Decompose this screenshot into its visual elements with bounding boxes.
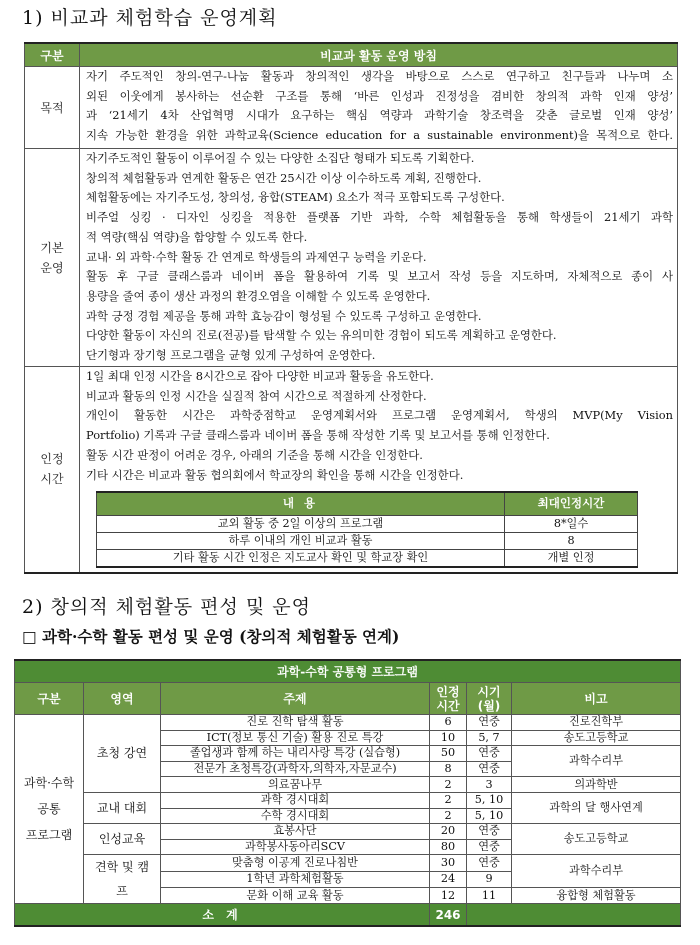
category-cell: 과학·수학 공통 프로그램 — [15, 715, 84, 904]
header-note: 비고 — [512, 683, 681, 715]
row-label-basic-operation: 기본 운영 — [25, 149, 80, 367]
period-cell: 3 — [467, 777, 512, 793]
inner-cell: 교외 활동 중 2일 이상의 프로그램 — [97, 515, 505, 532]
area-cell: 교내 대회 — [84, 792, 161, 823]
program-table-title: 과학-수학 공통형 프로그램 — [15, 660, 681, 683]
area-cell: 인성교육 — [84, 824, 161, 855]
note-cell: 송도고등학교 — [512, 730, 681, 746]
text-line: 창의적 체험활동과 연계한 활동은 연간 25시간 이상 이수하도록 계획, 진행한다. — [86, 170, 482, 185]
purpose-text — [80, 67, 678, 149]
inner-cell: 개별 인정 — [505, 549, 638, 567]
topic-cell: 의료꿈나무 — [161, 777, 430, 793]
hours-cell: 2 — [430, 792, 467, 808]
header-hours: 인정 시간 — [430, 683, 467, 715]
inner-cell: 기타 활동 시간 인정은 지도교사 확인 및 학교장 확인 — [97, 549, 505, 567]
hours-cell: 24 — [430, 871, 467, 887]
hours-cell: 2 — [430, 777, 467, 793]
inner-cell: 8 — [505, 532, 638, 549]
period-cell: 연중 — [467, 855, 512, 871]
section1-heading: 1) 비교과 체험학습 운영계획 — [22, 7, 278, 29]
text-line: 활동 후 구글 클래스룸과 네이버 폼을 활용하여 기록 및 보고서 작성 등을 지도하며, 자체적으로 종이 사 — [86, 269, 673, 284]
area-cell: 견학 및 캠프 — [84, 855, 161, 904]
note-cell: 과학수리부 — [512, 746, 681, 777]
topic-cell: 과학봉사동아리SCV — [161, 839, 430, 855]
total-row — [15, 904, 681, 927]
text-line: 교내· 외 과학·수학 활동 간 연계로 학생들의 과제연구 능력을 키운다. — [86, 249, 427, 264]
text-line: 자기 주도적인 창의-연구-나눔 활동과 창의적인 생각을 바탕으로 스스로 연구하고 친구들과 나누며 소 — [86, 69, 673, 83]
topic-cell: 1학년 과학체험활동 — [161, 871, 430, 887]
table-row — [97, 549, 638, 567]
period-cell: 11 — [467, 888, 512, 904]
area-cell: 초청 강연 — [84, 715, 161, 793]
text-line: 기타 시간은 비교과 활동 협의회에서 학교장의 확인을 통해 시간을 인정한다. — [86, 467, 464, 482]
table-row — [15, 824, 681, 840]
header-category: 구분 — [25, 43, 80, 67]
period-cell: 연중 — [467, 715, 512, 731]
hours-cell: 12 — [430, 888, 467, 904]
note-cell: 과학의 달 행사연계 — [512, 792, 681, 823]
total-empty — [467, 904, 681, 927]
topic-cell: 수학 경시대회 — [161, 808, 430, 824]
hours-cell: 30 — [430, 855, 467, 871]
note-cell: 의과학반 — [512, 777, 681, 793]
hours-cell: 8 — [430, 761, 467, 777]
total-hours: 246 — [430, 904, 467, 927]
topic-cell: 효봉사단 — [161, 824, 430, 840]
note-cell: 송도고등학교 — [512, 824, 681, 855]
header-area: 영역 — [84, 683, 161, 715]
table-row — [15, 715, 681, 731]
period-cell: 연중 — [467, 824, 512, 840]
inner-cell: 하루 이내의 개인 비교과 활동 — [97, 532, 505, 549]
period-cell: 5, 10 — [467, 808, 512, 824]
recognition-criteria-table — [96, 491, 638, 568]
text-line: 용량을 줄여 종이 생산 과정의 환경오염을 이해할 수 있도록 운영한다. — [86, 288, 431, 303]
topic-cell: 과학 경시대회 — [161, 792, 430, 808]
text-line: 다양한 활동이 자신의 진로(전공)를 탐색할 수 있는 유의미한 경험이 되도록 계획하고 운영한다. — [86, 328, 557, 343]
hours-cell: 20 — [430, 824, 467, 840]
topic-cell: 맞춤형 이공계 진로나침반 — [161, 855, 430, 871]
text-line: 체험활동에는 자기주도성, 창의성, 융합(STEAM) 요소가 적극 포함되도록 구성한다. — [86, 190, 505, 205]
hours-cell: 50 — [430, 746, 467, 762]
topic-cell: 진로 진학 탐색 활동 — [161, 715, 430, 731]
period-cell: 5, 10 — [467, 792, 512, 808]
header-policy: 비교과 활동 운영 방침 — [80, 43, 678, 67]
text-line: 자기주도적인 활동이 이루어질 수 있는 다양한 소집단 형태가 되도록 기획한다. — [86, 151, 475, 165]
period-cell: 연중 — [467, 761, 512, 777]
row-label-recognized-hours: 인정 시간 — [25, 367, 80, 573]
text-line: 단기형과 장기형 프로그램을 균형 있게 구성하여 운영한다. — [86, 348, 376, 363]
hours-cell: 10 — [430, 730, 467, 746]
text-line: 활동 시간 판정이 어려운 경우, 아래의 기준을 통해 시간을 인정한다. — [86, 447, 423, 462]
inner-header-max-hours: 최대인정시간 — [505, 492, 638, 515]
note-cell: 과학수리부 — [512, 855, 681, 888]
period-cell: 5, 7 — [467, 730, 512, 746]
topic-cell: ICT(정보 통신 기술) 활용 진로 특강 — [161, 730, 430, 746]
table-row — [15, 855, 681, 871]
text-line: 지속 가능한 환경을 위한 과학교육(Science education for a sustainable environment)을 목적으로 한다. — [86, 128, 673, 143]
period-cell: 연중 — [467, 839, 512, 855]
topic-cell: 졸업생과 함께 하는 내리사랑 특강 (실습형) — [161, 746, 430, 762]
hours-cell: 80 — [430, 839, 467, 855]
header-category: 구분 — [15, 683, 84, 715]
header-topic: 주제 — [161, 683, 430, 715]
inner-header-content: 내 용 — [97, 492, 505, 515]
table-row — [97, 532, 638, 549]
section2-subheading: □ 과학·수학 활동 편성 및 운영 (창의적 체험활동 연계) — [22, 627, 400, 646]
operation-policy-table — [24, 42, 678, 574]
text-line: Portfolio) 기록과 구글 클래스룸과 네이버 폼을 통해 작성한 기록 및 보고서를 통해 인정한다. — [86, 428, 550, 443]
text-line: 비주얼 싱킹 · 디자인 싱킹을 적용한 플랫폼 기반 과학, 수학 체험활동을 통해 학생들이 21세기 과학 — [86, 210, 673, 225]
text-line: 과학 긍정 경험 제공을 통해 과학 효능감이 형성될 수 있도록 구성하고 운영한다. — [86, 308, 482, 323]
hours-cell: 6 — [430, 715, 467, 731]
inner-cell: 8*일수 — [505, 515, 638, 532]
text-line: 비교과 활동의 인정 시간을 실질적 참여 시간으로 적절하게 산정한다. — [86, 388, 427, 403]
note-cell: 진로진학부 — [512, 715, 681, 731]
period-cell: 9 — [467, 871, 512, 887]
table-row — [15, 792, 681, 808]
program-table — [14, 659, 681, 927]
table-row — [97, 515, 638, 532]
total-label: 소 계 — [15, 904, 430, 927]
text-line: 1일 최대 인정 시간을 8시간으로 잡아 다양한 비교과 활동을 유도한다. — [86, 369, 434, 383]
topic-cell: 문화 이해 교육 활동 — [161, 888, 430, 904]
topic-cell: 전문가 초청특강(과학자,의학자,자문교수) — [161, 761, 430, 777]
hours-cell: 2 — [430, 808, 467, 824]
section2-heading: 2) 창의적 체험활동 편성 및 운영 — [22, 596, 311, 618]
text-line: 개인이 활동한 시간은 과학중점학교 운영계획서와 프로그램 운영계획서, 학생의 MVP(My Vision — [86, 408, 673, 423]
text-line: 적 역량(핵심 역량)을 함양할 수 있도록 한다. — [86, 229, 308, 244]
text-line: 외된 이웃에게 봉사하는 선순환 구조를 통해 ‘바른 인성과 진정성을 겸비한 창의적 과학 인재 양성’ — [86, 88, 673, 103]
text-line: 과 ‘21세기 4차 산업혁명 시대가 요구하는 핵심 역량과 과학기술 창조력을 갖춘 글로벌 인재 양성’ — [86, 108, 673, 123]
header-period: 시기 (월) — [467, 683, 512, 715]
note-cell: 융합형 체험활동 — [512, 888, 681, 904]
recognized-hours-text — [80, 367, 678, 573]
row-label-purpose: 목적 — [25, 67, 80, 149]
period-cell: 연중 — [467, 746, 512, 762]
basic-operation-text — [80, 149, 678, 367]
